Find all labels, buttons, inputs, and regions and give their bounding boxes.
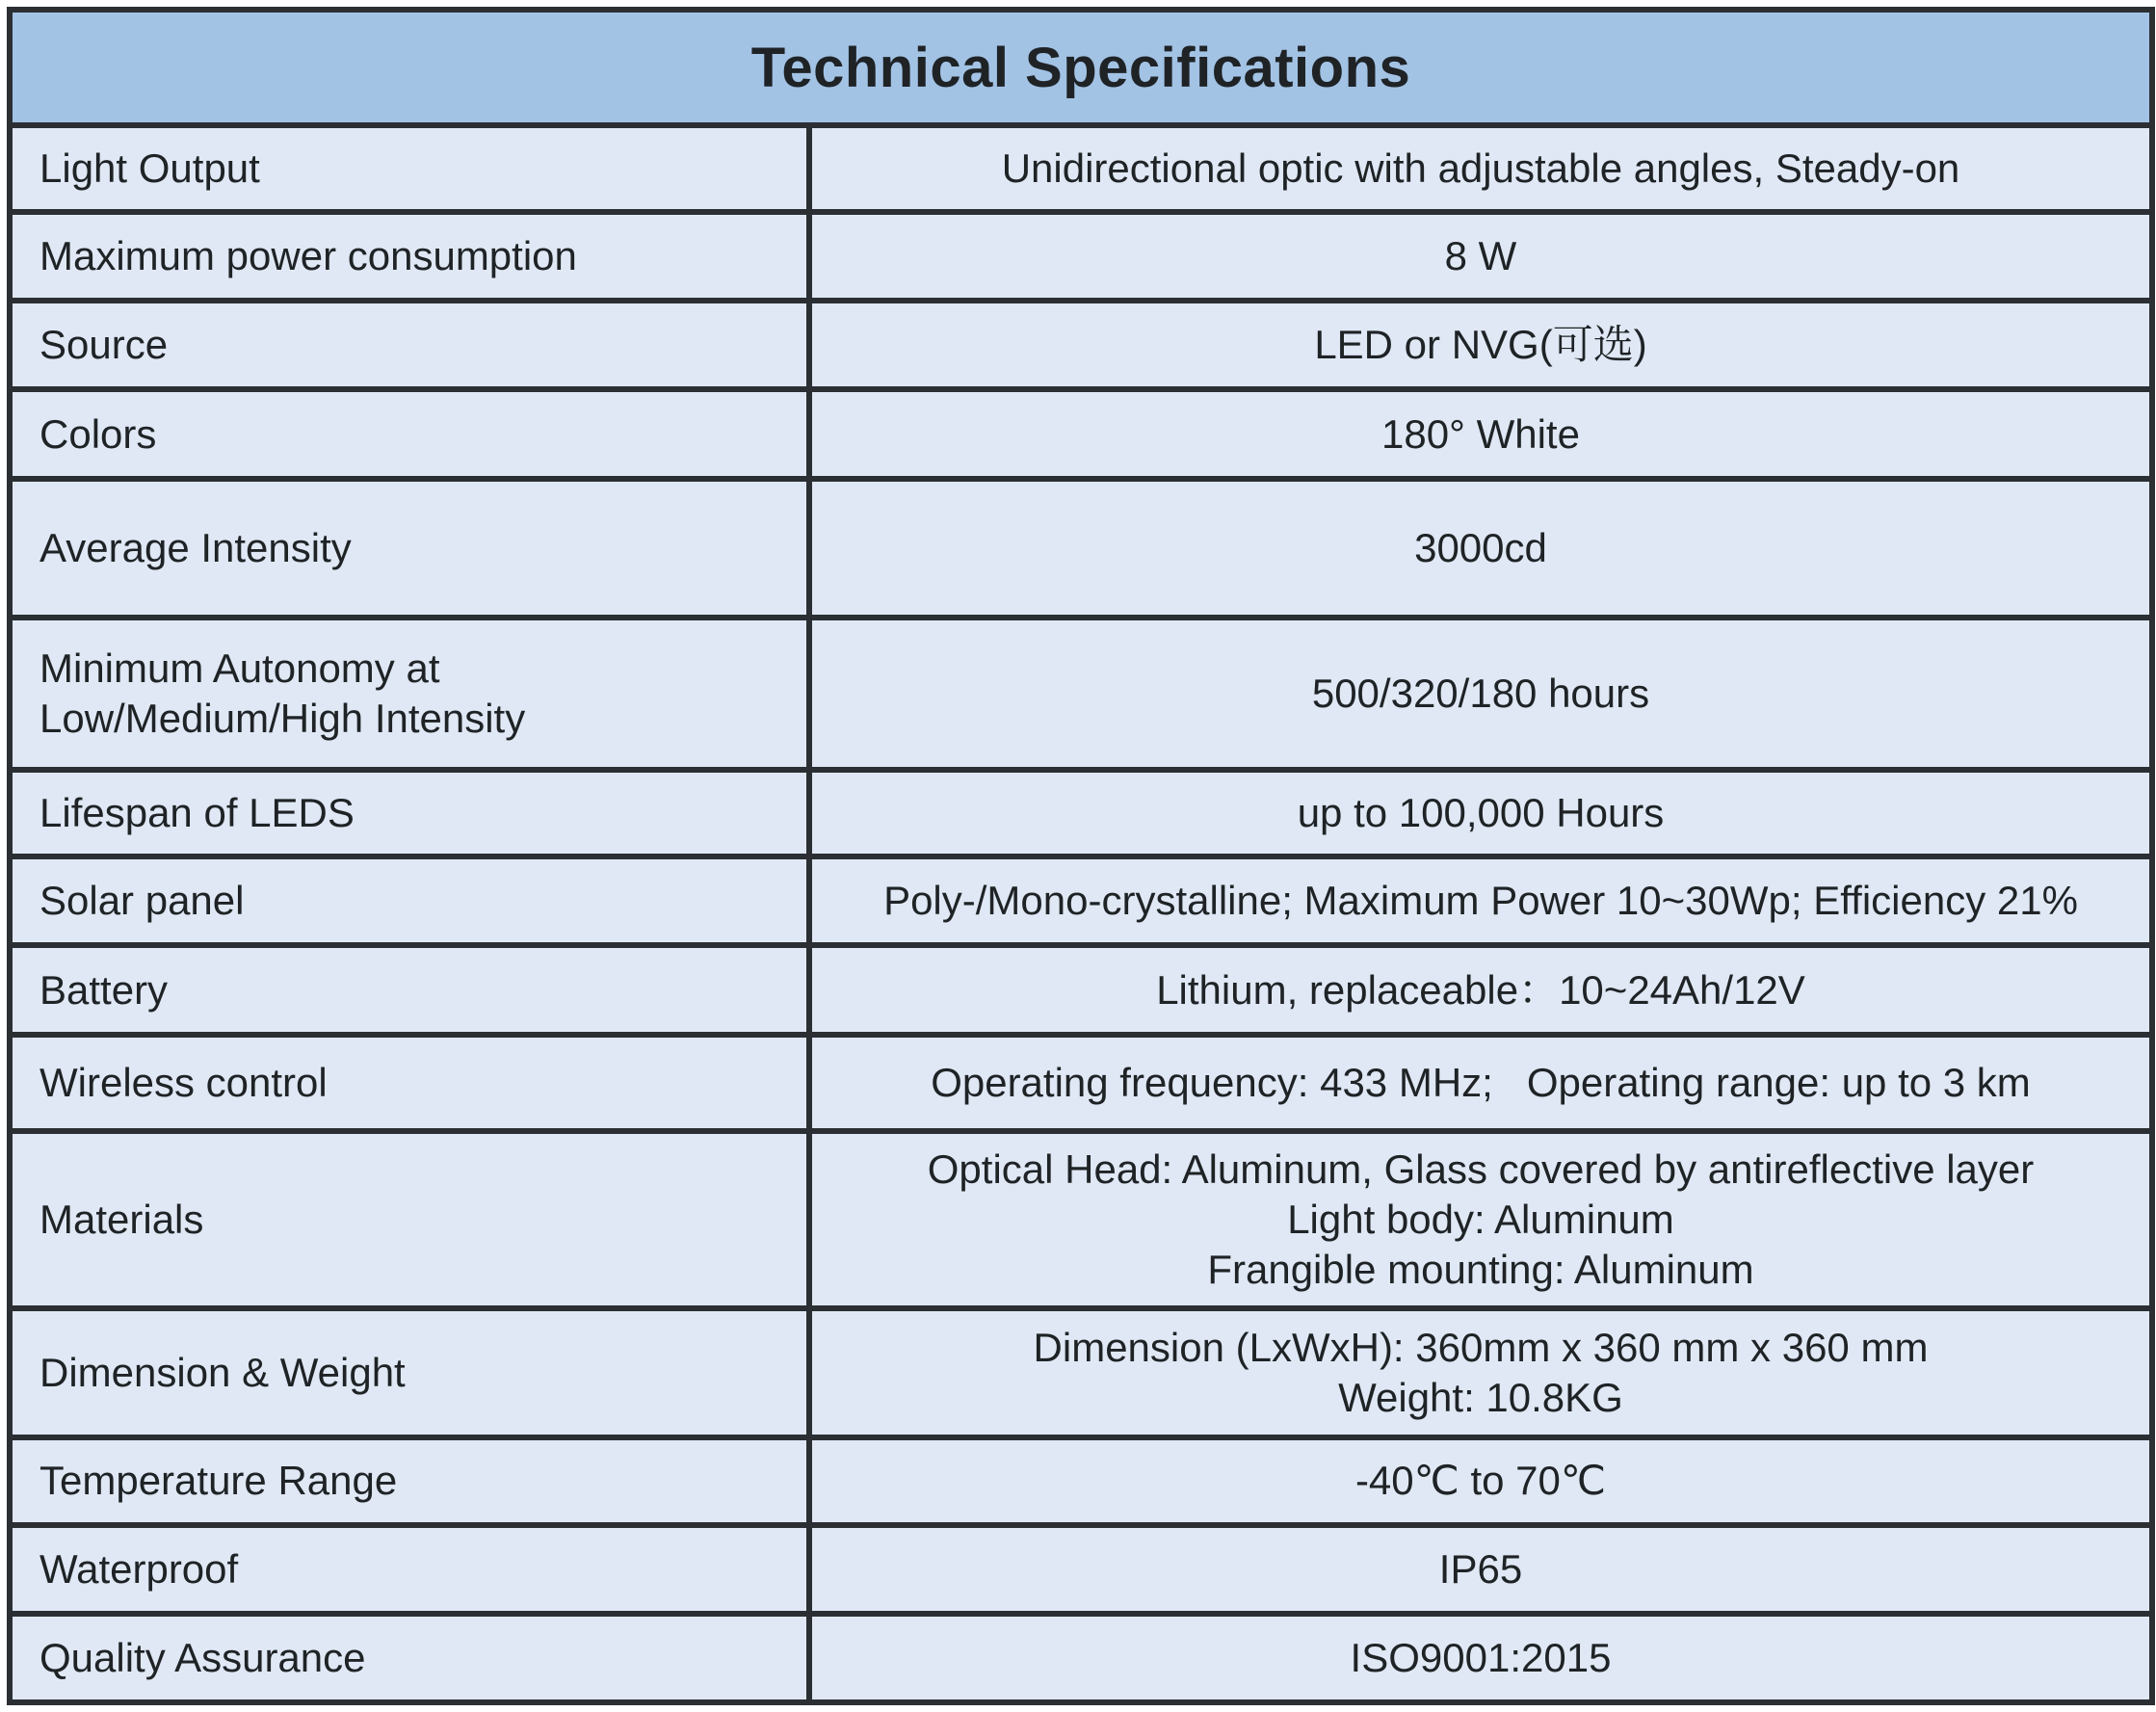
table-row [10,479,2152,618]
table-row [10,389,2152,478]
spec-value: Unidirectional optic with adjustable angles, Steady-on [809,125,2152,212]
spec-value: 8 W [809,212,2152,301]
table-row [10,770,2152,856]
spec-label: Source [10,301,809,389]
spec-label: Temperature Range [10,1437,809,1524]
spec-value: -40℃ to 70℃ [809,1437,2152,1524]
spec-label: Lifespan of LEDS [10,770,809,856]
table-row [10,945,2152,1034]
spec-label: Quality Assurance [10,1614,809,1702]
table-row [10,301,2152,389]
table-row [10,1308,2152,1437]
spec-label: Solar panel [10,856,809,945]
spec-value [809,1131,2152,1308]
spec-value: Lithium, replaceable：10~24Ah/12V [809,945,2152,1034]
spec-value-line: Frangible mounting: Aluminum [1207,1246,1754,1292]
table-row [10,1525,2152,1614]
spec-label: Battery [10,945,809,1034]
spec-value-line: Optical Head: Aluminum, Glass covered by antireflective layer [927,1146,2035,1192]
spec-label-line: Minimum Autonomy at [39,645,440,692]
spec-table [7,7,2155,1705]
spec-label [10,618,809,770]
spec-value [809,1308,2152,1437]
spec-value: Poly-/Mono-crystalline; Maximum Power 10~30Wp; Efficiency 21% [809,856,2152,945]
spec-value: Operating frequency: 433 MHz; Operating range: up to 3 km [809,1035,2152,1131]
spec-label: Light Output [10,125,809,212]
table-row [10,856,2152,945]
table-title: Technical Specifications [10,10,2152,125]
spec-label: Waterproof [10,1525,809,1614]
spec-value-line: Dimension (LxWxH): 360mm x 360 mm x 360 mm [1033,1325,1929,1371]
table-row [10,125,2152,212]
spec-label: Wireless control [10,1035,809,1131]
table-row [10,1437,2152,1524]
spec-label: Materials [10,1131,809,1308]
table-row [10,1131,2152,1308]
spec-value-line: Light body: Aluminum [1287,1196,1674,1242]
table-row [10,1614,2152,1702]
spec-value: up to 100,000 Hours [809,770,2152,856]
spec-label: Colors [10,389,809,478]
table-header-row [10,10,2152,125]
spec-label: Maximum power consumption [10,212,809,301]
table-row [10,1035,2152,1131]
spec-label: Average Intensity [10,479,809,618]
spec-value: 3000cd [809,479,2152,618]
spec-label-line: Low/Medium/High Intensity [39,696,526,742]
spec-value-line: Weight: 10.8KG [1338,1375,1623,1421]
spec-value: LED or NVG(可选) [809,301,2152,389]
table-row [10,618,2152,770]
spec-label: Dimension & Weight [10,1308,809,1437]
spec-value: IP65 [809,1525,2152,1614]
table-row [10,212,2152,301]
spec-value: 180° White [809,389,2152,478]
spec-value: 500/320/180 hours [809,618,2152,770]
spec-value: ISO9001:2015 [809,1614,2152,1702]
